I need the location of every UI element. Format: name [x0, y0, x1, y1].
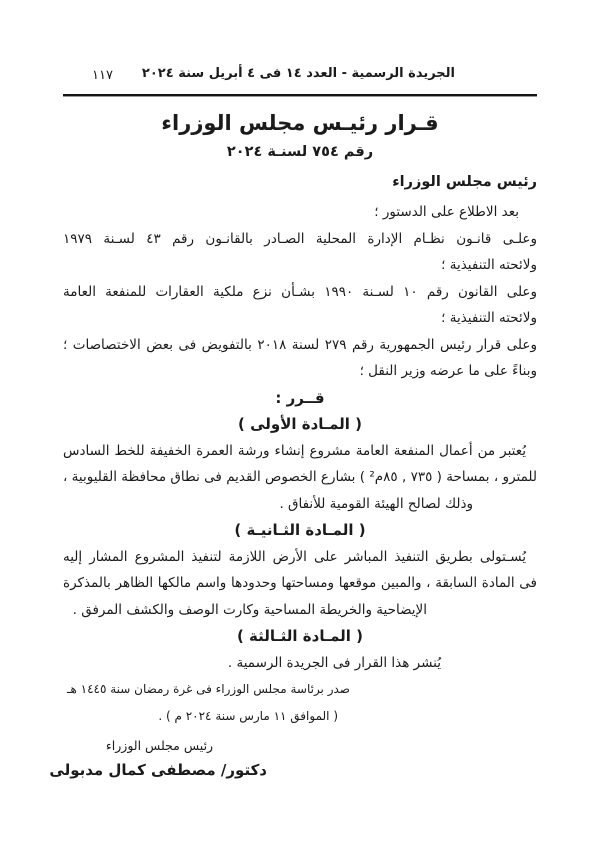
masthead-issue-line: الجريدة الرسمية - العدد ١٤ فى ٤ أبريل سنة ٢٠٢٤: [141, 66, 455, 81]
preamble-line: وعلـى قانـون نظـام الإدارة المحلية الصـادر بالقانـون رقم ٤٣ لسـنة ١٩٧٩: [63, 230, 537, 247]
preamble-line: بعد الاطلاع على الدستور ؛: [374, 204, 519, 220]
article2-line: يُسـتولى بطريق التنفيذ المباشر على الأرض اللازمة لتنفيذ المشروع المشار إليه: [63, 548, 526, 565]
article1-heading: ( المـادة الأولى ): [238, 415, 362, 433]
preamble-line: ولائحته التنفيذية ؛: [441, 257, 537, 273]
preamble-line: وعلى القانون رقم ١٠ لسـنة ١٩٩٠ بشـأن نزع ملكية العقارات للمنفعة العامة: [63, 283, 537, 300]
article2-line: فى المادة السابقة ، والمبين موقعها ومساحتها وحدودها واسم مالكها الظاهر بالمذكرة: [63, 575, 537, 591]
issuance-date-gregorian: ( الموافق ١١ مارس سنة ٢٠٢٤ م ) .: [158, 708, 338, 723]
issuance-date-hijri: صدر برئاسة مجلس الوزراء فى غرة رمضان سنة ١٤٤٥ هـ: [66, 682, 350, 696]
article3-heading: ( المـادة الثـالثة ): [236, 627, 364, 645]
article2-heading: ( المـادة الثـانيـة ): [234, 521, 366, 539]
masthead-rule: [63, 94, 537, 97]
article1-line: للمترو ، بمساحة ( ٧٣٥ , ٨٥م² ) بشارع الخصوص القديم فى نطاق محافظة القليوبية ،: [63, 469, 537, 485]
article1-line: يُعتبر من أعمال المنفعة العامة مشروع إنشاء ورشة العمرة الخفيفة للخط السادس: [63, 442, 526, 459]
opening-authority: رئيس مجلس الوزراء: [392, 174, 537, 190]
signature-title: رئيس مجلس الوزراء: [105, 738, 214, 753]
preamble-line: ولائحته التنفيذية ؛: [441, 310, 537, 326]
decree-title: قـرار رئيـس مجلس الوزراء: [161, 111, 439, 135]
article1-line: وذلك لصالح الهيئة القومية للأنفاق .: [279, 495, 473, 512]
preamble-line: وعلى قرار رئيس الجمهورية رقم ٢٧٩ لسنة ٢٠١٨ بالتفويض فى بعض الاختصاصات ؛: [63, 336, 537, 353]
article2-line: الإيضاحية والخريطة المساحية وكارت الوصف والكشف المرفق .: [72, 601, 427, 618]
preamble-line: وبناءً على ما عرضه وزير النقل ؛: [359, 363, 537, 379]
decree-body: [63, 199, 537, 729]
signature-name: دكتور/ مصطفى كمال مدبولى: [49, 761, 267, 779]
decree-word: قــرر :: [275, 388, 325, 407]
masthead-page-number: ١١٧: [92, 68, 113, 83]
signature-block: [49, 735, 267, 783]
decree-number: رقم ٧٥٤ لسنـة ٢٠٢٤: [226, 144, 374, 160]
article3-line: يُنشر هذا القرار فى الجريدة الرسمية .: [227, 654, 441, 671]
